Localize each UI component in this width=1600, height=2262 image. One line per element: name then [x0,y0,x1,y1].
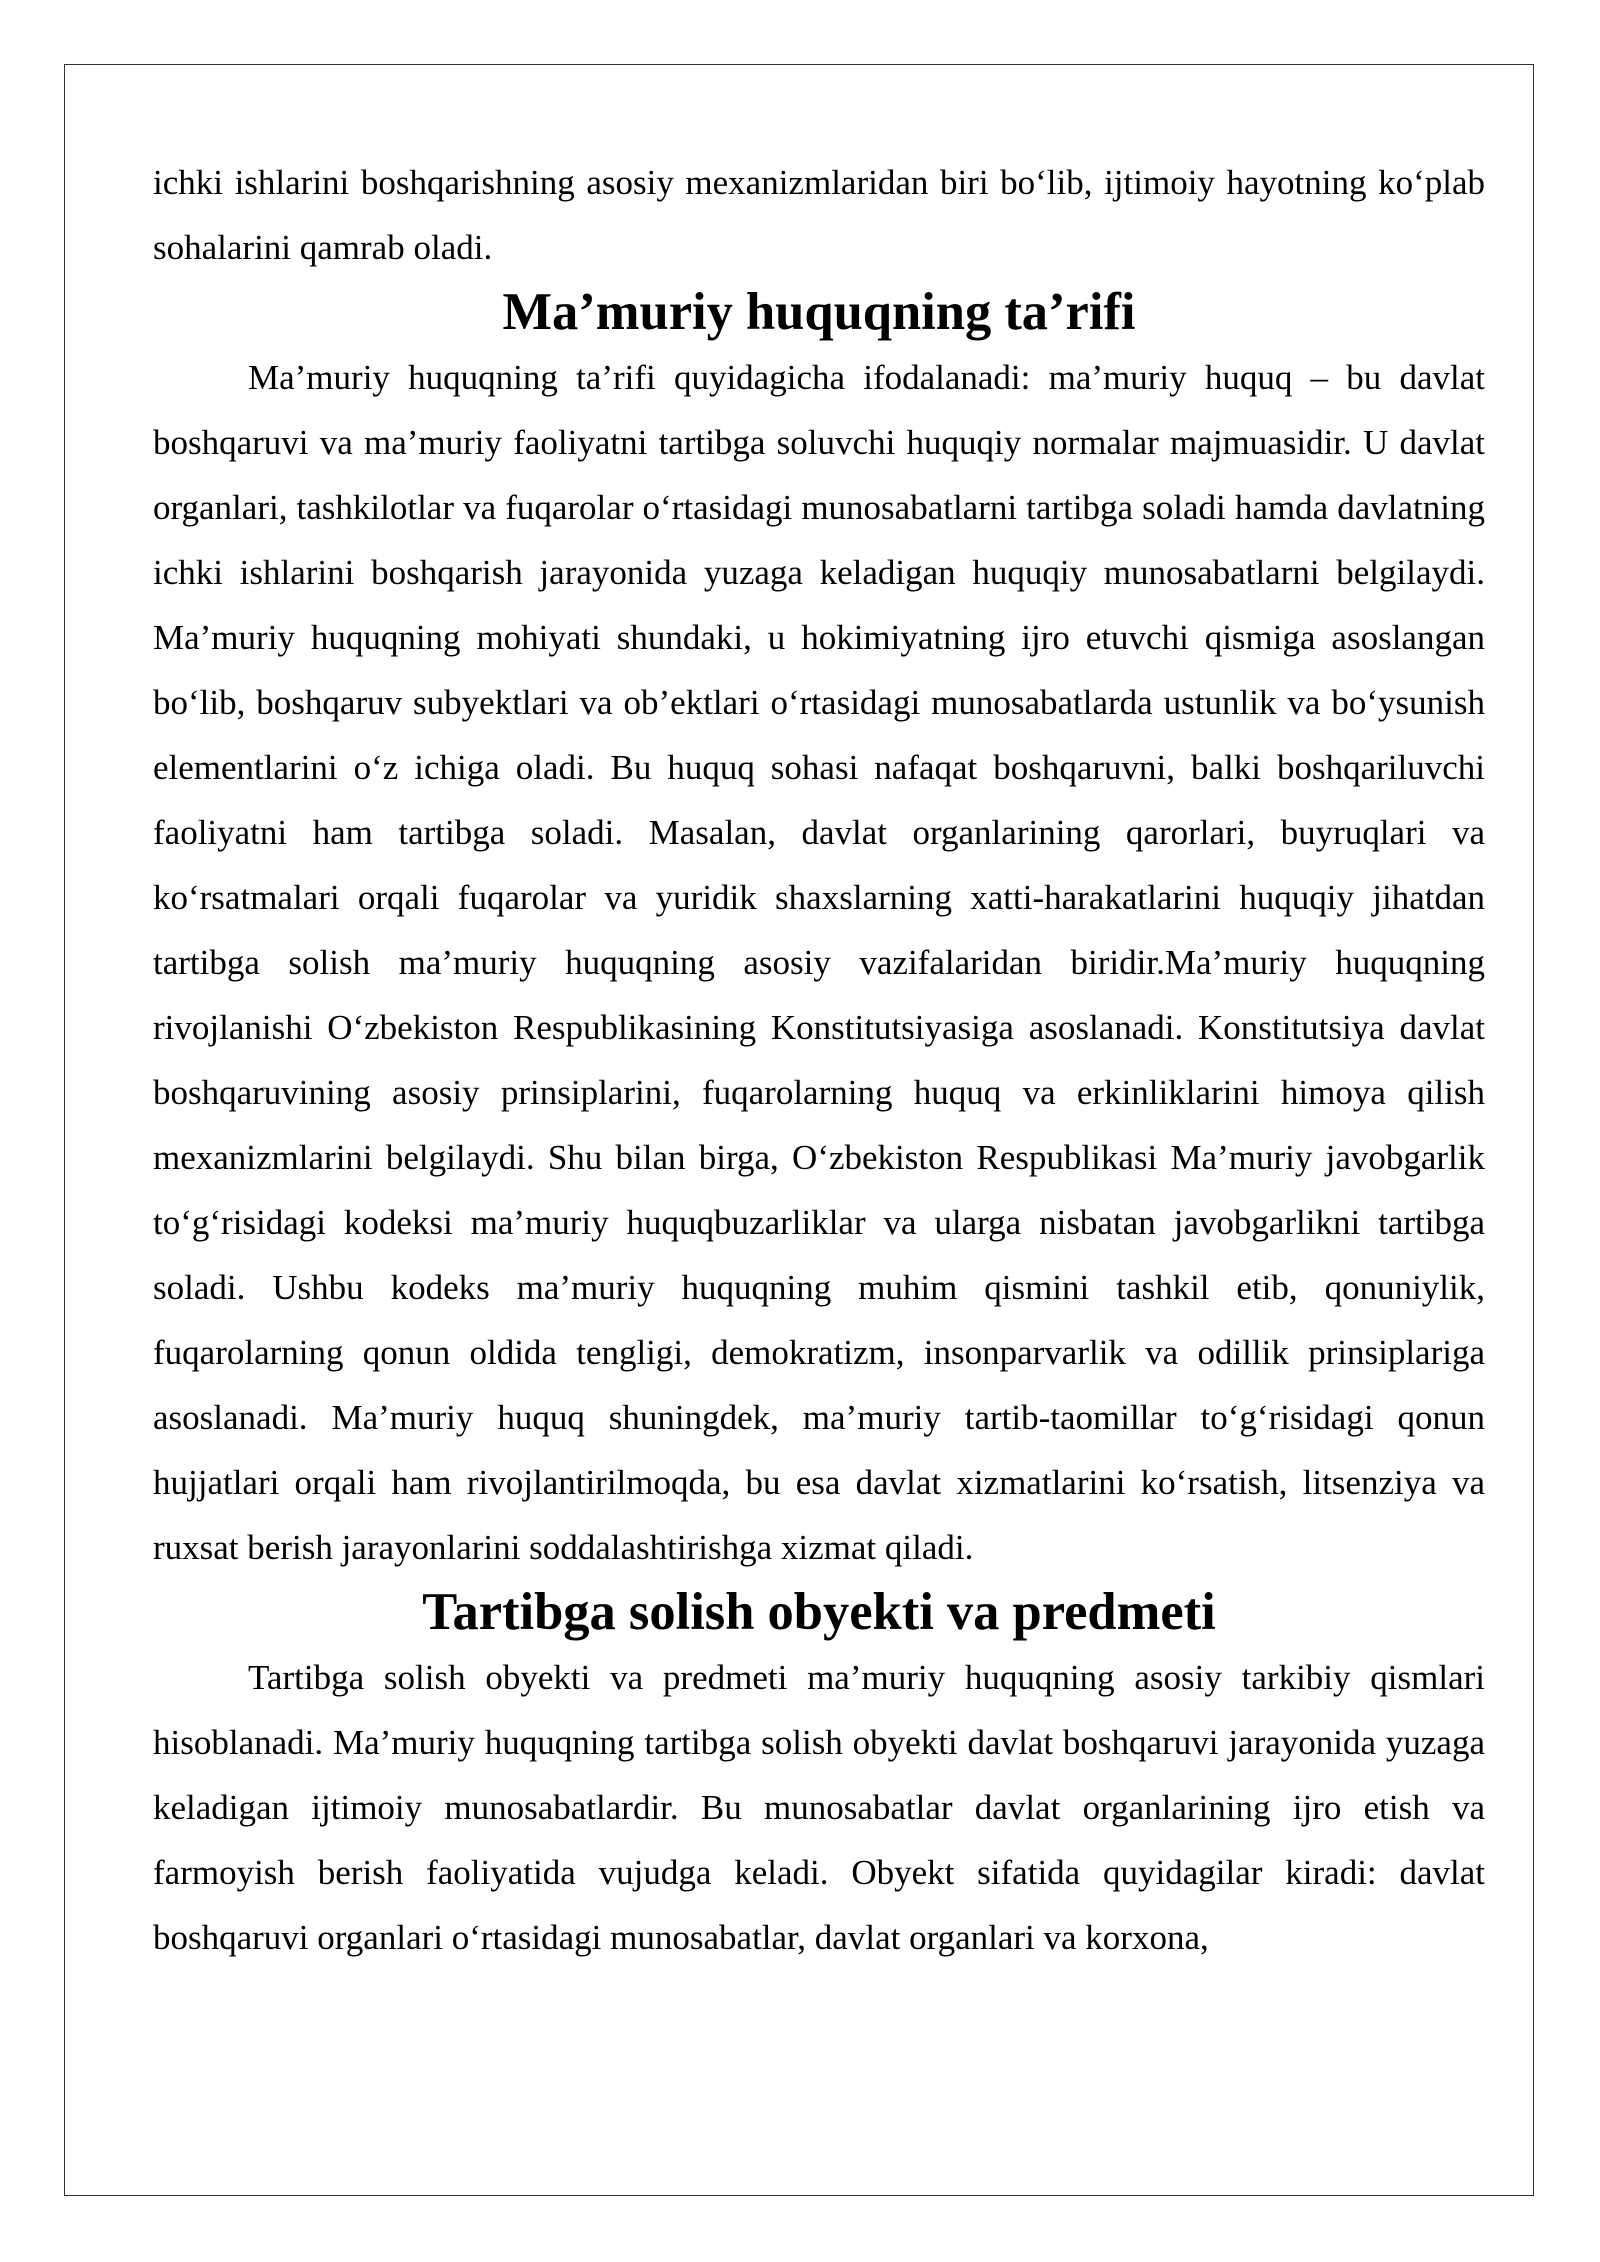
paragraph-continuation: ichki ishlarini boshqarishning asosiy mexanizmlaridan biri bo‘lib, ijtimoiy hayotning ko‘plab sohalarini qamrab oladi. [153,163,1485,267]
paragraph-object-subject: Tartibga solish obyekti va predmeti ma’muriy huquqning asosiy tarkibiy qismlari hisoblanadi. Ma’muriy huquqning tartibga solish obyekti davlat boshqaruvi jarayonida yuzaga keladigan ijtimoiy munosabatlardir. Bu munosabatlar davlat organlarining ijro etish va farmoyish berish faoliyatida vujudga keladi. Obyekt sifatida quyidagilar kiradi: davlat boshqaruvi organlari o‘rtasidagi munosabatlar, davlat organlari va korxona, [153,1658,1485,1957]
section-heading-object-subject: Tartibga solish obyekti va predmeti [422,1583,1216,1641]
section-heading-definition: Ma’muriy huquqning ta’rifi [502,283,1136,341]
document-body [153,150,1485,1970]
paragraph-definition: Ma’muriy huquqning ta’rifi quyidagicha ifodalanadi: ma’muriy huquq – bu davlat boshqaruvi va ma’muriy faoliyatni tartibga soluvchi huquqiy normalar majmuasidir. U davlat organlari, tashkilotlar va fuqarolar o‘rtasidagi munosabatlarni tartibga soladi hamda davlatning ichki ishlarini boshqarish jarayonida yuzaga keladigan huquqiy munosabatlarni belgilaydi. Ma’muriy huquqning mohiyati shundaki, u hokimiyatning ijro etuvchi qismiga asoslangan bo‘lib, boshqaruv subyektlari va ob’ektlari o‘rtasidagi munosabatlarda ustunlik va bo‘ysunish elementlarini o‘z ichiga oladi. Bu huquq sohasi nafaqat boshqaruvni, balki boshqariluvchi faoliyatni ham tartibga soladi. Masalan, davlat organlarining qarorlari, buyruqlari va ko‘rsatmalari orqali fuqarolar va yuridik shaxslarning xatti-harakatlarini huquqiy jihatdan tartibga solish ma’muriy huquqning asosiy vazifalaridan biridir.Ma’muriy huquqning rivojlanishi O‘zbekiston Respublikasining Konstitutsiyasiga asoslanadi. Konstitutsiya davlat boshqaruvining asosiy prinsiplarini, fuqarolarning huquq va erkinliklarini himoya qilish mexanizmlarini belgilaydi. Shu bilan birga, O‘zbekiston Respublikasi Ma’muriy javobgarlik to‘g‘risidagi kodeksi ma’muriy huquqbuzarliklar va ularga nisbatan javobgarlikni tartibga soladi. Ushbu kodeks ma’muriy huquqning muhim qismini tashkil etib, qonuniylik, fuqarolarning qonun oldida tengligi, demokratizm, insonparvarlik va odillik prinsiplariga asoslanadi. Ma’muriy huquq shuningdek, ma’muriy tartib-taomillar to‘g‘risidagi qonun hujjatlari orqali ham rivojlantirilmoqda, bu esa davlat xizmatlarini ko‘rsatish, litsenziya va ruxsat berish jarayonlarini soddalashtirishga xizmat qiladi. [153,358,1485,1567]
